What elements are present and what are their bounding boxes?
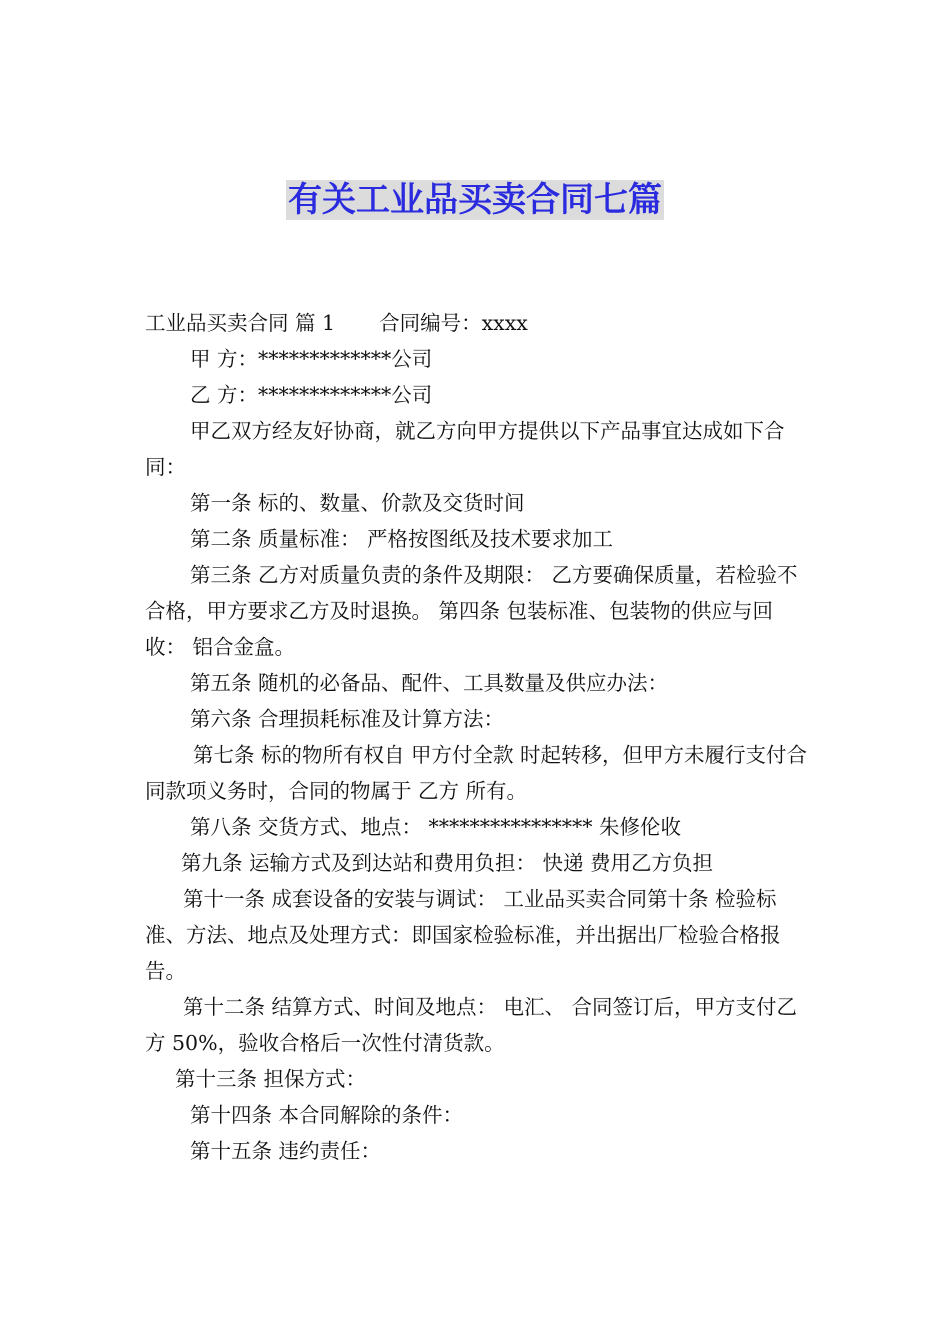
article-14: 第十四条 本合同解除的条件： — [190, 1103, 464, 1127]
contract-number: 合同编号：xxxx — [379, 311, 528, 335]
article-2: 第二条 质量标准： 严格按图纸及技术要求加工 — [190, 527, 614, 551]
document-body — [145, 305, 810, 1169]
article-5: 第五条 随机的必备品、配件、工具数量及供应办法： — [190, 671, 669, 695]
contract-header-line — [145, 305, 810, 341]
preamble-paragraph: 甲乙双方经友好协商，就乙方向甲方提供以下产品事宜达成如下合同： — [145, 419, 785, 479]
article-3-4: 第三条 乙方对质量负责的条件及期限： 乙方要确保质量，若检验不合格，甲方要求乙方及时退换。 第四条 包装标准、包装物的供应与回收： 铝合金盒。 — [145, 563, 798, 659]
article-1: 第一条 标的、数量、价款及交货时间 — [190, 491, 525, 515]
article-11: 第十一条 成套设备的安装与调试： 工业品买卖合同第十条 检验标准、方法、地点及处理方式：即国家检验标准，并出据出厂检验合格报告。 — [145, 887, 781, 983]
article-7: 第七条 标的物所有权自 甲方付全款 时起转移，但甲方未履行支付合同款项义务时，合同的物属于 乙方 所有。 — [145, 743, 808, 803]
article-6: 第六条 合理损耗标准及计算方法： — [190, 707, 505, 731]
document-title-text: 有关工业品买卖合同七篇 — [288, 180, 662, 220]
article-12: 第十二条 结算方式、时间及地点： 电汇、 合同签订后，甲方支付乙方 50%，验收合格后一次性付清货款。 — [145, 995, 798, 1055]
document-title — [0, 178, 950, 222]
article-15: 第十五条 违约责任： — [190, 1139, 382, 1163]
article-9: 第九条 运输方式及到达站和费用负担： 快递 费用乙方负担 — [181, 851, 714, 875]
article-13: 第十三条 担保方式： — [175, 1067, 367, 1091]
article-8: 第八条 交货方式、地点： **************** 朱修伦收 — [190, 815, 682, 839]
party-b-line: 乙 方：*************公司 — [190, 383, 433, 407]
party-a-line: 甲 方：*************公司 — [190, 347, 433, 371]
contract-name: 工业品买卖合同 篇 1 — [145, 311, 336, 335]
